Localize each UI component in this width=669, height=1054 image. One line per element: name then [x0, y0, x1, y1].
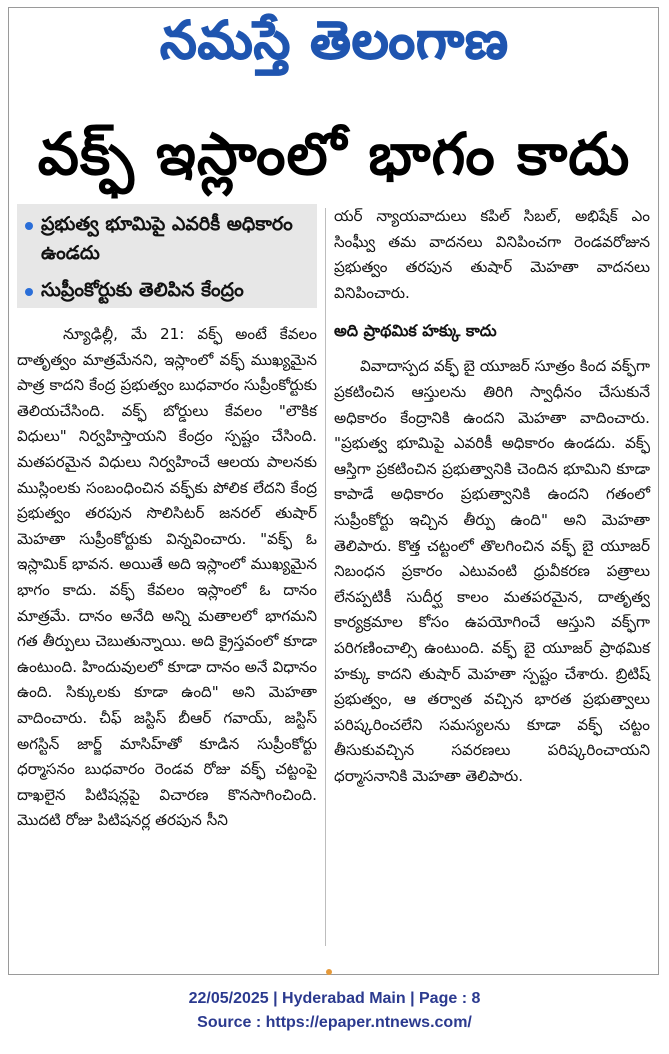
highlight-item	[25, 210, 311, 268]
article-body-right-intro: యర్ న్యాయవాదులు కపిల్ సిబల్, అభిషేక్ ఎం సింఘ్వీ తమ వాదనలు వినిపించగా రెండవరోజున ప్రభుత్వం తరపున తుషార్ మెహతా వాదనలు వినిపించారు.	[334, 207, 650, 302]
footer-date-edition: 22/05/2025 | Hyderabad Main | Page : 8	[188, 990, 481, 1007]
highlight-text: ప్రభుత్వ భూమిపై ఎవరికీ అధికారం ఉండదు	[41, 213, 293, 264]
article-headline: వక్ఫ్ ఇస్లాంలో భాగం కాదు	[37, 120, 631, 188]
left-column	[17, 204, 317, 834]
newspaper-masthead: నమస్తే తెలంగాణ	[160, 11, 509, 71]
bullet-dot-icon	[25, 288, 33, 296]
page-marker-dot	[326, 969, 332, 975]
article-body-right: వివాదాస్పద వక్ఫ్ బై యూజర్ సూత్రం కింద వక్ఫ్‌గా ప్రకటించిన ఆస్తులను తిరిగి స్వాధీనం చేసుకునే అధికారం కేంద్రానికి ఉందని మెహతా వాదించారు. "ప్రభుత్వ భూమిపై ఎవరికీ అధికారం ఉండదు. వక్ఫ్ ఆస్తిగా ప్రకటించిన ప్రభుత్వానికి చెందిన భూమిని కూడా కాపాడే అధికారం ప్రభుత్వానికి ఉందని గతంలో సుప్రీంకోర్టు ఇచ్చిన తీర్పు ఉంది" అని మెహతా తెలిపారు. కొత్త చట్టంలో తొలగించిన వక్ఫ్ బై యూజర్ నిబంధన ప్రకారం ఎటువంటి ధ్రువీకరణ పత్రాలు లేనప్పటికీ సుదీర్ఘ కాలం మతపరమైన, దాతృత్వ కార్యక్రమాల కోసం ఉపయోగించే ఆస్తుని వక్ఫ్‌గా పరిగణించాల్సి ఉంటుంది. వక్ఫ్ బై యూజర్ ప్రాథమిక హక్కు కాదని తుషార్ మెహతా స్పష్టం చేశారు. బ్రిటిష్ ప్రభుత్వం, ఆ తర్వాత వచ్చిన భారత ప్రభుత్వాలు పరిష్కరించలేని సమస్యలను కూడా వక్ఫ్ చట్టం తీసుకువచ్చిన సవరణలు పరిష్కరించాయని ధర్మాసనానికి మెహతా తెలిపారు.	[334, 357, 650, 785]
article-body-left: న్యూఢిల్లీ, మే 21: వక్ఫ్ అంటే కేవలం దాతృత్వం మాత్రమేనని, ఇస్లాంలో వక్ఫ్ ముఖ్యమైన పాత్ర కాదని కేంద్ర ప్రభుత్వం బుధవారం సుప్రీంకోర్టుకు తెలియచేసింది. వక్ఫ్ బోర్డులు కేవలం "లౌకిక విధులు" నిర్వహిస్తాయని కేంద్రం స్పష్టం చేసింది. మతపరమైన విధులు నిర్వహించే ఆలయ పాలనకు ముస్లింలకు సంబంధించిన వక్ఫ్‌కు పోలిక లేదని కేంద్ర ప్రభుత్వం తరపున సొలిసిటర్ జనరల్ తుషార్ మెహతా సుప్రీంకోర్టుకు విన్నవించారు. "వక్ఫ్ ఓ ఇస్లామిక్ భావన. అయితే అది ఇస్లాంలో ముఖ్యమైన భాగం కాదు. వక్ఫ్ కేవలం ఇస్లాంలో ఓ దానం మాత్రమే. దానం అనేది అన్ని మతాలలో భాగమని గత తీర్పులు చెబుతున్నాయి. అది క్రైస్తవంలో కూడా ఉంటుంది. హిందువులలో కూడా దానం అనే విధానం ఉంది. సిక్కులకు కూడా ఉంది" అని మెహతా వాదించారు. చీఫ్ జస్టిస్ బీఆర్ గవాయ్, జస్టిస్ అగస్టిన్ జార్జ్ మాసిహ్‌తో కూడిన సుప్రీంకోర్టు ధర్మాసనం బుధవారం రెండవ రోజు వక్ఫ్ చట్టంపై దాఖలైన పిటిషన్లపై విచారణ కొనసాగించింది. మొదటి రోజు పిటిషనర్ల తరపున సీని	[17, 325, 317, 830]
bullet-dot-icon	[25, 222, 33, 230]
article-subheading: అది ప్రాథమిక హక్కు కాదు	[334, 321, 497, 341]
footer-source: Source : https://epaper.ntnews.com/	[197, 1014, 472, 1031]
highlight-item	[25, 276, 311, 305]
highlight-text: సుప్రీంకోర్టుకు తెలిపిన కేంద్రం	[41, 279, 244, 301]
column-divider	[325, 208, 326, 946]
right-column	[334, 204, 650, 789]
highlights-box	[17, 204, 317, 308]
